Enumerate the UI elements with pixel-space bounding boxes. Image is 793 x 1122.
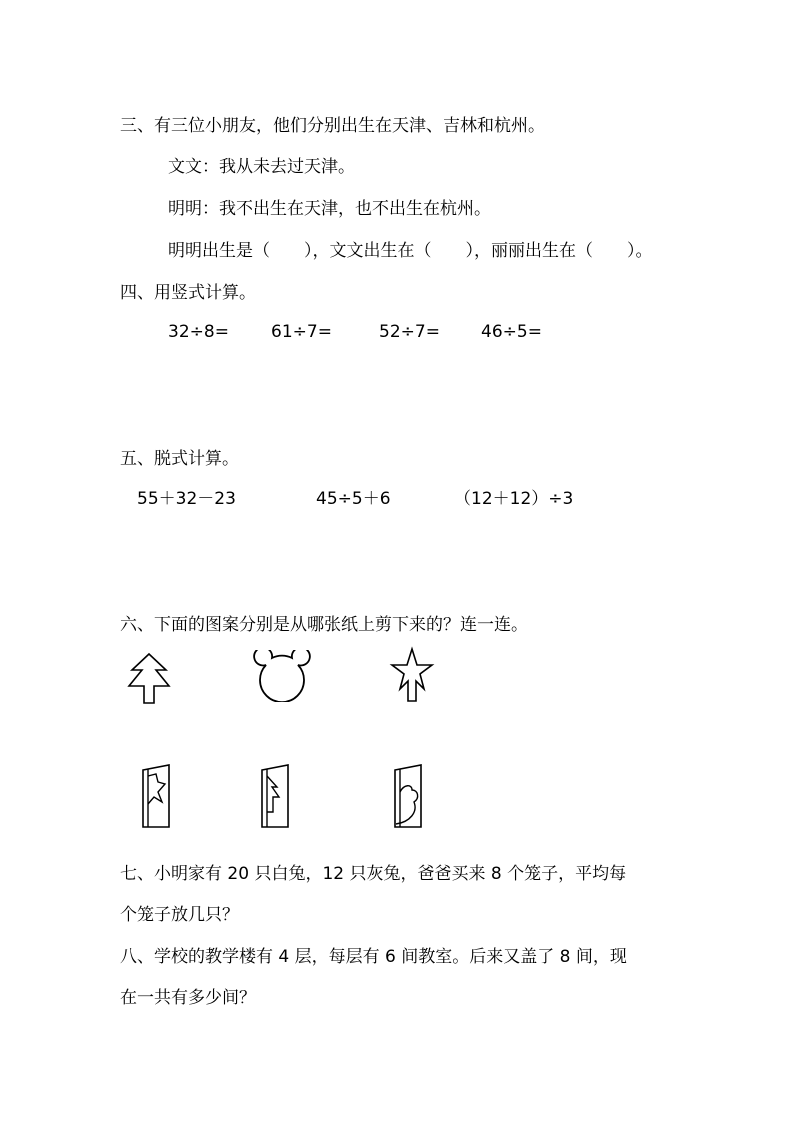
q3-heading: 三、有三位小朋友，他们分别出生在天津、吉林和杭州。 (120, 116, 545, 136)
q5-problem-2: 45÷5＋6 (316, 489, 391, 509)
q6-heading: 六、下面的图案分别是从哪张纸上剪下来的？连一连。 (120, 615, 528, 635)
q5-heading: 五、脱式计算。 (120, 449, 239, 469)
q5-problem-1: 55＋32－23 (137, 489, 236, 509)
bear-head-icon (252, 650, 312, 702)
q3-fill-blank: 明明出生是（ ），文文出生在（ ），丽丽出生在（ ）。 (168, 241, 653, 261)
folded-paper-bear-icon (390, 762, 426, 830)
q4-problem-4: 46÷5= (481, 322, 542, 342)
q3-statement-wenwen: 文文：我从未去过天津。 (168, 157, 355, 177)
folded-paper-tree-icon (257, 762, 293, 830)
q4-problem-1: 32÷8= (168, 322, 229, 342)
q3-statement-mingming: 明明：我不出生在天津，也不出生在杭州。 (168, 199, 491, 219)
q4-problem-2: 61÷7= (271, 322, 332, 342)
q5-problem-3: （12＋12）÷3 (454, 489, 574, 509)
q4-problem-3: 52÷7= (379, 322, 440, 342)
q7-line-1: 七、小明家有 20 只白兔，12 只灰兔，爸爸买来 8 个笼子，平均每 (120, 864, 627, 884)
q8-line-1: 八、学校的教学楼有 4 层，每层有 6 间教室。后来又盖了 8 间，现 (120, 947, 627, 967)
q7-line-2: 个笼子放几只？ (120, 905, 239, 925)
q4-heading: 四、用竖式计算。 (120, 283, 256, 303)
folded-paper-star-icon (138, 762, 174, 830)
star-arrow-icon (388, 646, 436, 704)
q8-line-2: 在一共有多少间？ (120, 988, 256, 1008)
tree-icon (124, 650, 174, 706)
